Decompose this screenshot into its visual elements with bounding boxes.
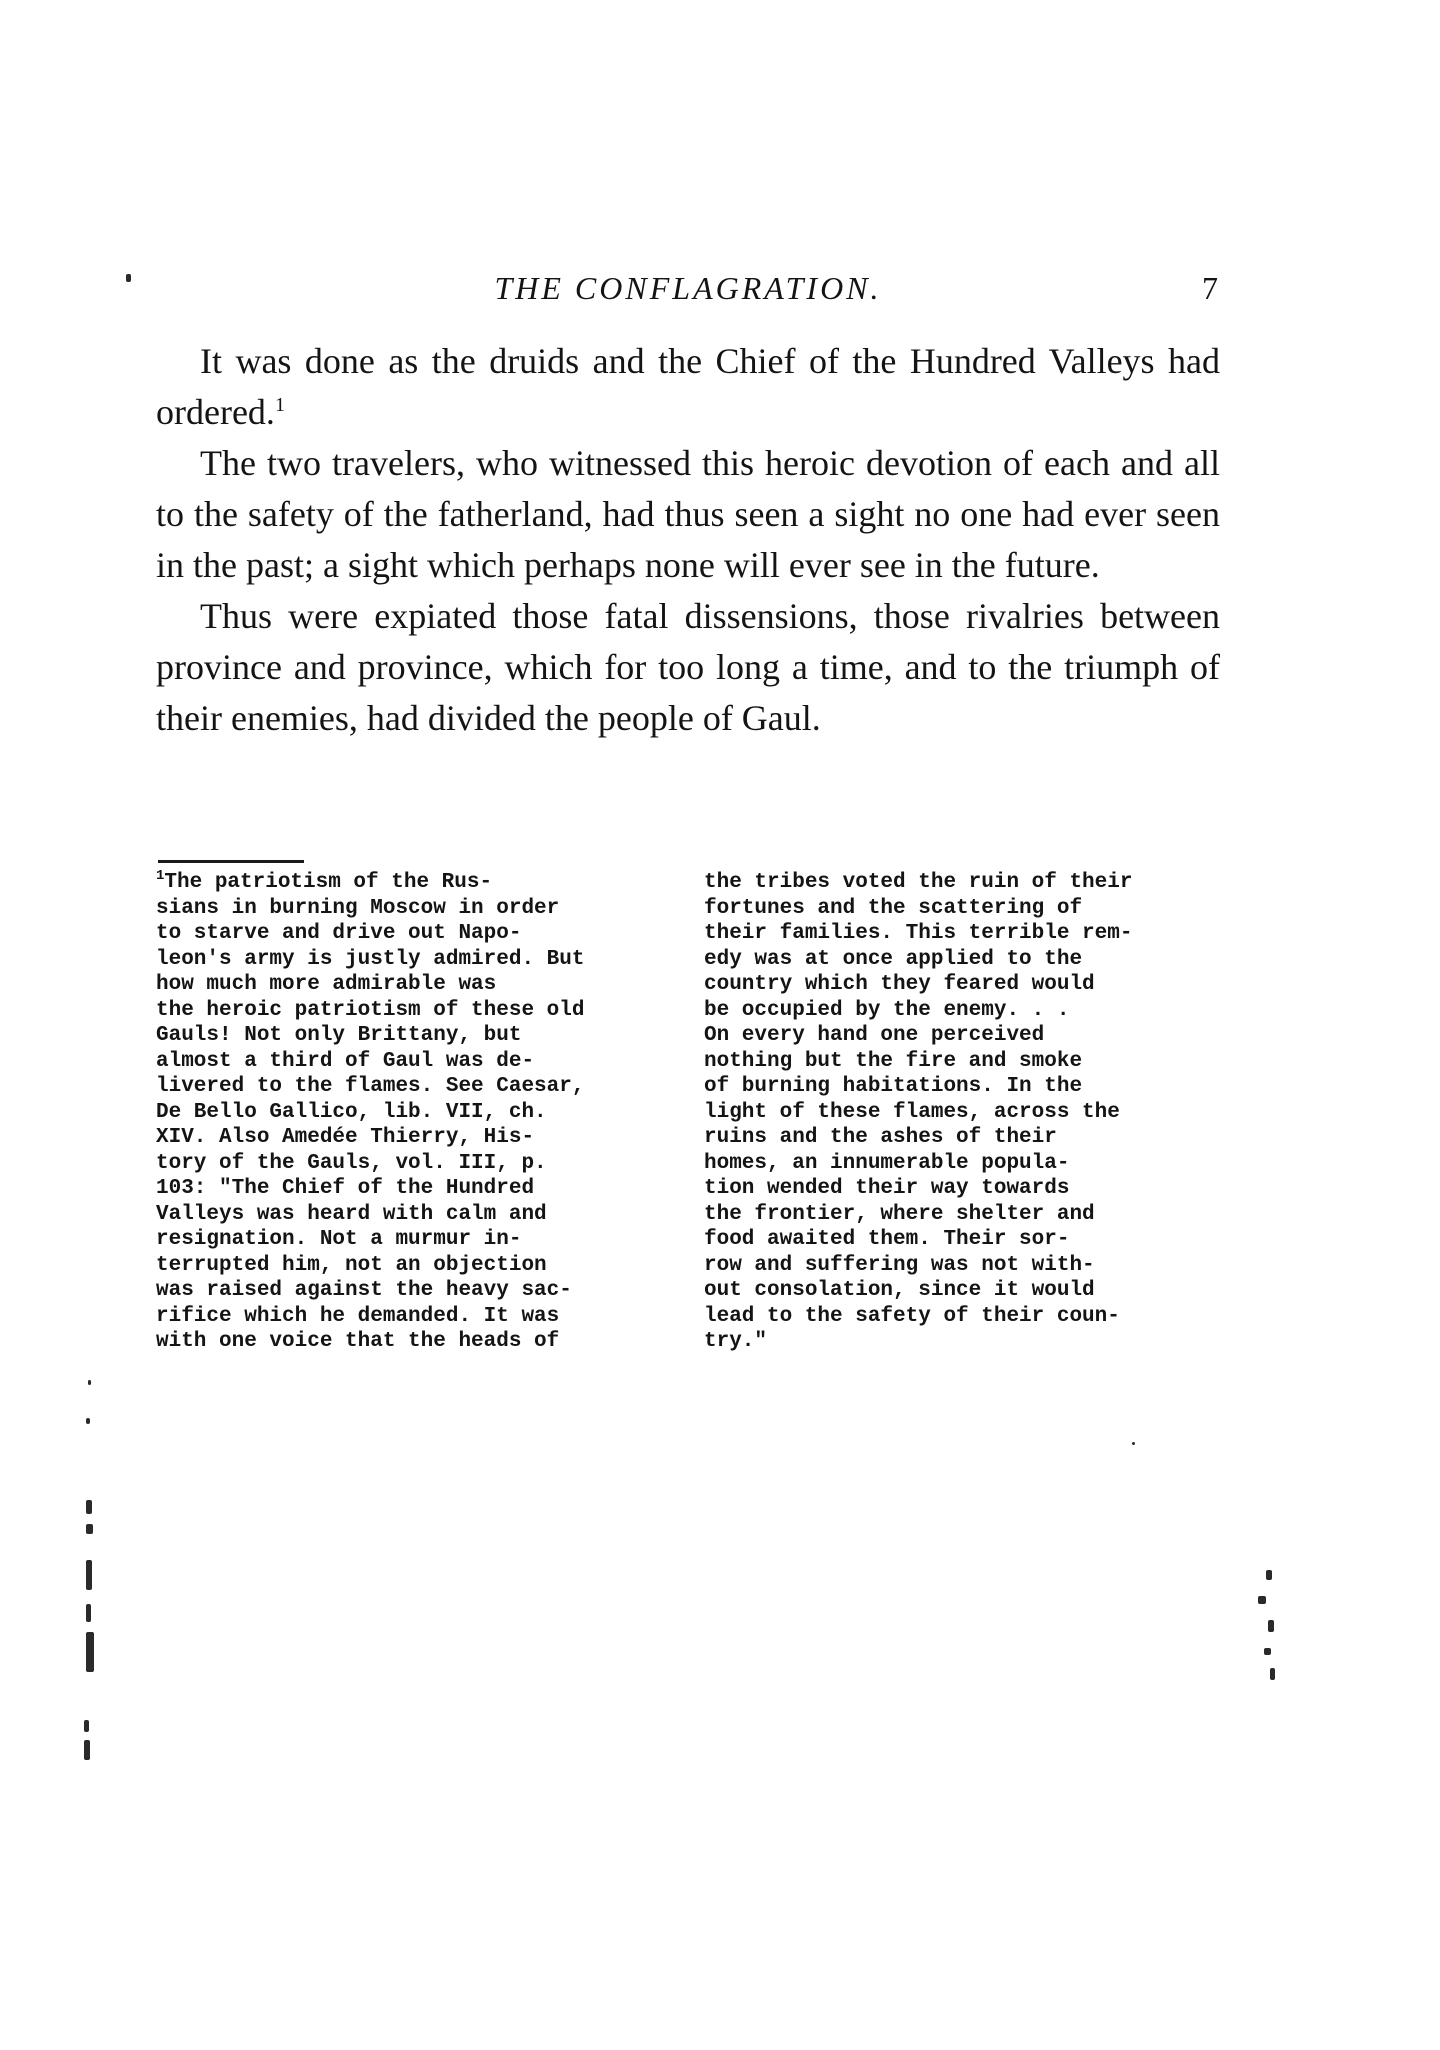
scan-speck (1258, 1596, 1266, 1604)
footnote-line-text: homes, an innumerable popula- (704, 1151, 1070, 1175)
footnote-line-text: rifice which he demanded. It was (156, 1304, 560, 1328)
footnote-line (704, 947, 1204, 973)
footnote-line-text: the frontier, where shelter and (704, 1202, 1095, 1226)
scan-speck (1264, 1648, 1271, 1655)
scan-speck (84, 1720, 89, 1732)
footnote-line-text: was raised against the heavy sac- (156, 1279, 572, 1302)
footnote-line (704, 1202, 1204, 1228)
scan-speck (86, 1560, 92, 1590)
footnote-line (704, 1023, 1204, 1049)
paragraph-1 (156, 336, 1220, 438)
scan-speck (88, 1380, 91, 1385)
footnote-line-text: be occupied by the enemy. . . (704, 998, 1070, 1022)
footnote-line-text: how much more admirable was (156, 973, 497, 996)
paragraph-2: The two travelers, who witnessed this heroic devotion of each and all to the safety of the fatherland, had thus seen a sight no one had ever seen in the past; a sight which perhaps none will ever see in the future. (156, 443, 1220, 585)
paragraph-1-text: It was done as the druids and the Chief of the Hundred Valleys had ordered. (156, 341, 1220, 432)
footnote-line (156, 1023, 656, 1049)
footnote-line (156, 1176, 656, 1202)
scan-speck (84, 1740, 90, 1760)
scan-speck (86, 1632, 94, 1672)
footnote-line (156, 921, 656, 947)
page-number: 7 (1202, 270, 1218, 306)
footnote-line-text: light of these flames, across the (704, 1100, 1120, 1124)
footnote-line-text: Valleys was heard with calm and (156, 1202, 547, 1226)
footnote-line (156, 1278, 656, 1304)
footnote-line-text: of burning habitations. In the (704, 1075, 1083, 1098)
running-title: THE CONFLAGRATION. (494, 270, 882, 306)
footnote-line-text: 103: "The Chief of the Hundred (156, 1177, 535, 1200)
footnote-line (156, 1329, 656, 1355)
footnote-line-text: The patriotism of the Rus- (164, 871, 493, 894)
footnote-line (704, 921, 1204, 947)
scan-speck (86, 1500, 92, 1514)
footnote-reference: 1 (274, 394, 285, 416)
footnote-line (156, 1125, 656, 1151)
footnote-line (156, 972, 656, 998)
footnote-line-text: with one voice that the heads of (156, 1330, 560, 1353)
scan-speck (1132, 1442, 1135, 1445)
footnote-line-text: the heroic patriotism of these old (156, 998, 585, 1022)
paragraph-3: Thus were expiated those fatal dissensions, those rivalries between province and province, which for too long a time, and to the triumph of their enemies, had divided the people of Gaul. (156, 596, 1220, 738)
footnote-line-text: food awaited them. Their sor- (704, 1228, 1070, 1251)
footnote-line (156, 1151, 656, 1177)
footnote-line-text: country which they feared would (704, 973, 1095, 996)
scan-speck (86, 1604, 91, 1622)
footnote-line (704, 1151, 1204, 1177)
footnote-line-text: leon's army is justly admired. But (156, 947, 585, 971)
footnote-line-text: out consolation, since it would (704, 1279, 1095, 1302)
footnote-line-text: ruins and the ashes of their (704, 1126, 1057, 1149)
footnote-line-text: livered to the flames. See Caesar, (156, 1075, 585, 1098)
footnote-line (156, 947, 656, 973)
footnote-line (156, 1074, 656, 1100)
footnote-line-text: sians in burning Moscow in order (156, 896, 560, 920)
footnote-line (704, 896, 1204, 922)
footnote-line (704, 1176, 1204, 1202)
footnote-line (704, 1227, 1204, 1253)
footnote-line-text: row and suffering was not with- (704, 1253, 1095, 1277)
footnote-line-text: edy was at once applied to the (704, 947, 1083, 971)
footnote-line-text: De Bello Gallico, lib. VII, ch. (156, 1100, 547, 1124)
footnote-line (704, 1329, 1204, 1355)
scan-speck (126, 274, 131, 282)
footnote-rule (158, 860, 304, 863)
footnote-line-text: almost a third of Gaul was de- (156, 1049, 535, 1073)
footnote-line (156, 1253, 656, 1279)
footnote-line (704, 1278, 1204, 1304)
footnote-line-text: fortunes and the scattering of (704, 896, 1083, 920)
footnote-line (704, 1100, 1204, 1126)
running-head (158, 264, 1218, 312)
footnote-line (156, 998, 656, 1024)
footnote-line (704, 1253, 1204, 1279)
scan-speck (86, 1524, 93, 1534)
footnote-line-text: lead to the safety of their coun- (704, 1304, 1120, 1328)
footnote-line-text: XIV. Also Amedée Thierry, His- (156, 1126, 535, 1149)
footnote-line (704, 1049, 1204, 1075)
footnote-right-column (704, 870, 1204, 1355)
footnote-marker: 1 (156, 868, 165, 884)
footnote-line (156, 1202, 656, 1228)
footnote-line (704, 1304, 1204, 1330)
footnote-line-text: Gauls! Not only Brittany, but (156, 1024, 522, 1047)
footnote-left-column (156, 870, 656, 1355)
scan-speck (86, 1418, 90, 1424)
footnote-line (704, 1074, 1204, 1100)
scan-speck (1266, 1570, 1272, 1580)
footnote-line (156, 1304, 656, 1330)
footnote-line-text: the tribes voted the ruin of their (704, 871, 1133, 894)
footnote-line (156, 870, 656, 896)
footnote-line (156, 1049, 656, 1075)
footnote-line (704, 870, 1204, 896)
footnote-line-text: resignation. Not a murmur in- (156, 1228, 522, 1251)
footnote-line-text: tory of the Gauls, vol. III, p. (156, 1151, 547, 1175)
footnote-line-text: try." (704, 1330, 768, 1353)
footnote-line (704, 1125, 1204, 1151)
footnote-line-text: to starve and drive out Napo- (156, 922, 522, 945)
footnote-line-text: terrupted him, not an objection (156, 1253, 547, 1277)
footnote-line (704, 972, 1204, 998)
footnote-line-text: tion wended their way towards (704, 1177, 1070, 1200)
scan-speck (1268, 1620, 1274, 1632)
footnote-line (704, 998, 1204, 1024)
scan-speck (1270, 1668, 1275, 1680)
footnote-line (156, 1100, 656, 1126)
footnote-line-text: their families. This terrible rem- (704, 922, 1133, 945)
footnote-line (156, 1227, 656, 1253)
footnote-line-text: nothing but the fire and smoke (704, 1049, 1083, 1073)
footnote-line (156, 896, 656, 922)
body-text (156, 336, 1220, 744)
footnote-line-text: On every hand one perceived (704, 1024, 1045, 1047)
